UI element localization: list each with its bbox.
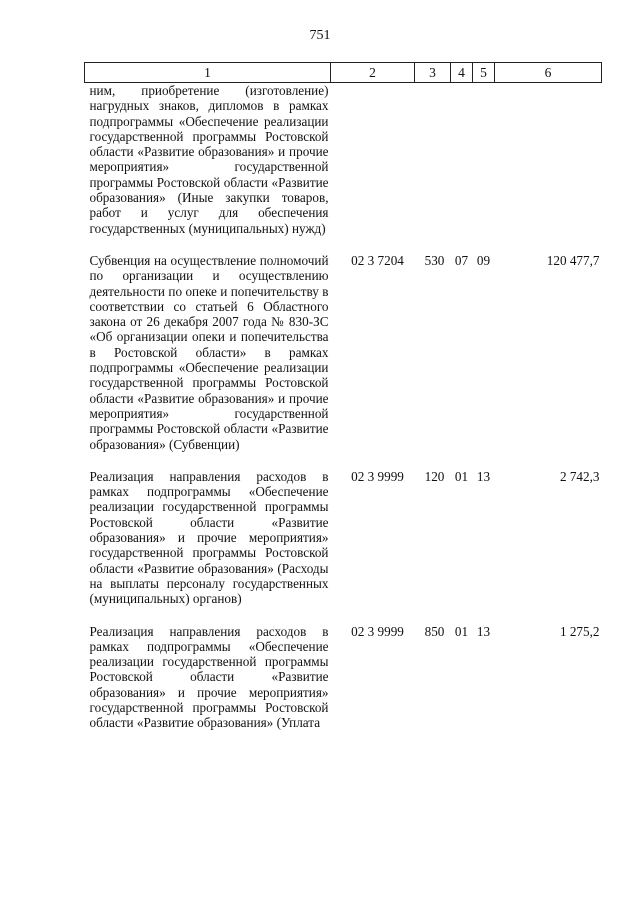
- row-code: 02 3 9999: [351, 623, 404, 639]
- table-row: [85, 83, 602, 236]
- table-header-row: [85, 63, 602, 83]
- table-row: [85, 253, 602, 452]
- budget-table: [84, 62, 602, 731]
- header-col-3: 3: [415, 63, 451, 83]
- row-name: Реализация направления расходов в рамках подпрограммы «Обеспечение реализации государственной программы Ростовской области «Развитие образования» и прочие мероприятия» государственной программы Ростовской области «Развитие образования» (Уплата: [89, 623, 329, 731]
- row-rz: 01: [454, 468, 469, 484]
- row-name: ним, приобретение (изготовление) нагрудных знаков, дипломов в рамках подпрограммы «Обеспечение реализации государственной программы Ростовской области «Развитие образования» и прочие мероприятия» государственной программы Ростовской области «Развитие образования» (Иные закупки товаров, работ и услуг для обеспечения государственных (муниципальных) нужд): [89, 83, 329, 236]
- row-vr: 120: [424, 468, 445, 484]
- row-sum: 2 742,3: [559, 468, 600, 484]
- row-code: 02 3 7204: [351, 252, 404, 268]
- row-vr: 530: [424, 252, 445, 268]
- row-rz: 01: [454, 623, 469, 639]
- header-col-6: 6: [495, 63, 602, 83]
- header-col-4: 4: [451, 63, 473, 83]
- row-name: Реализация направления расходов в рамках подпрограммы «Обеспечение реализации государственной программы Ростовской области «Развитие образования» и прочие мероприятия» государственной программы Ростовской области «Развитие образования» (Расходы на выплаты персоналу государственных (муниципальных) органов): [89, 468, 329, 607]
- row-vr: 850: [424, 623, 445, 639]
- header-col-2: 2: [331, 63, 415, 83]
- row-sum: [495, 83, 602, 236]
- table-row: [85, 469, 602, 607]
- table-row: [85, 624, 602, 731]
- row-sum: 120 477,7: [546, 252, 600, 268]
- row-pr: [473, 83, 495, 236]
- row-pr: 13: [476, 623, 491, 639]
- row-pr: 13: [476, 468, 491, 484]
- row-rz: 07: [454, 252, 469, 268]
- row-code: 02 3 9999: [351, 468, 404, 484]
- header-col-1: 1: [85, 63, 331, 83]
- row-vr: [415, 83, 451, 236]
- page-number: 751: [309, 28, 331, 43]
- row-rz: [451, 83, 473, 236]
- row-pr: 09: [476, 252, 491, 268]
- row-name: Субвенция на осуществление полномочий по организации и осуществлению деятельности по опеке и попечительству в соответствии со статьей 6 Областного закона от 26 декабря 2007 года № 830-ЗС «Об организации опеки и попечительства в Ростовской области» в рамках подпрограммы «Обеспечение реализации государственной программы Ростовской области «Развитие образования» и прочие мероприятия» государственной программы Ростовской области «Развитие образования» (Субвенции): [89, 252, 329, 452]
- row-sum: 1 275,2: [559, 623, 600, 639]
- header-col-5: 5: [473, 63, 495, 83]
- row-code: [331, 83, 415, 236]
